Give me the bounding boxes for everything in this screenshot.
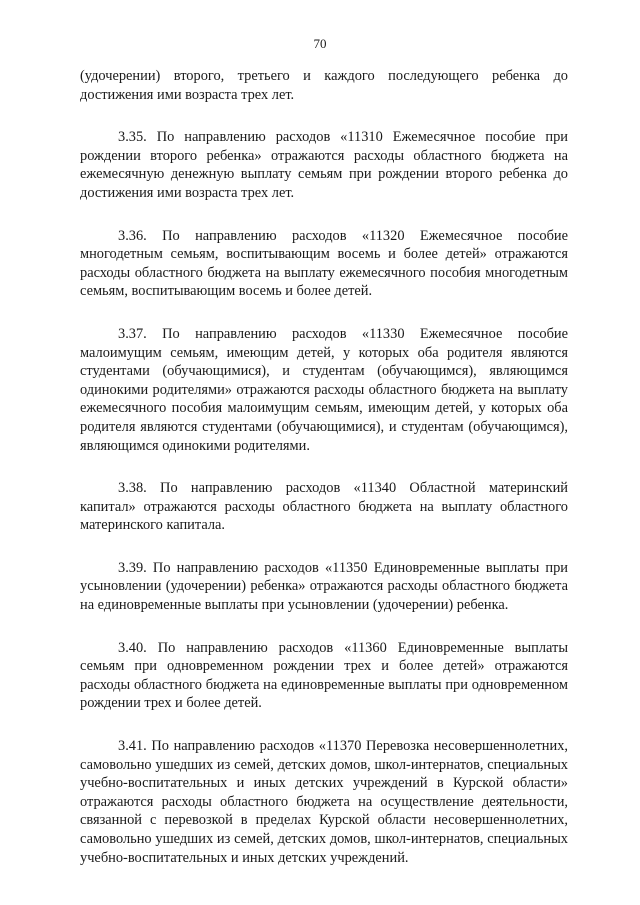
paragraph-3-41: 3.41. По направлению расходов «11370 Перевозка несовершеннолетних, самовольно ушедших из семей, детских домов, школ-интернатов, специальных учебно-воспитательных и иных детских учреждений в Курской области» отражаются расходы областного бюджета на осуществление деятельности, связанной с перевозкой в пределах Курской области несовершеннолетних, самовольно ушедших из семей, детских домов, школ-интернатов, специальных учебно-воспитательных и иных детских учреждений. [80,738,568,866]
page-number: 70 [313,36,327,51]
paragraph-3-38: 3.38. По направлению расходов «11340 Областной материнский капитал» отражаются расходы областного бюджета на выплату областного материнского капитала. [80,480,568,534]
paragraph-3-35: 3.35. По направлению расходов «11310 Ежемесячное пособие при рождении второго ребенка» отражаются расходы областного бюджета на ежемесячную денежную выплату семьям при рождении второго ребенка до достижения ими возраста трех лет. [80,129,568,201]
paragraph-3-37: 3.37. По направлению расходов «11330 Ежемесячное пособие малоимущим семьям, имеющим детей, у которых оба родителя являются студентами (обучающимися), и студентам (обучающимся), являющимся одинокими родителями» отражаются расходы областного бюджета на выплату ежемесячного пособия малоимущим семьям, имеющим детей, у которых оба родителя являются студентами (обучающимися), и студентам (обучающимся), являющимся одинокими родителями. [80,325,568,454]
paragraph-3-36: 3.36. По направлению расходов «11320 Ежемесячное пособие многодетным семьям, воспитывающим восемь и более детей» отражаются расходы областного бюджета на выплату ежемесячного пособия многодетным семьям, воспитывающим восемь и более детей. [80,227,568,300]
document-body [80,67,568,891]
paragraph-3-39: 3.39. По направлению расходов «11350 Единовременные выплаты при усыновлении (удочерении) ребенка» отражаются расходы областного бюджета на единовременные выплаты при усыновлении (удочерении) ребенка. [80,559,568,614]
paragraph-3-40: 3.40. По направлению расходов «11360 Единовременные выплаты семьям при одновременном рождении трех и более детей» отражаются расходы областного бюджета на единовременные выплаты при одновременном рождении трех и более детей. [80,639,568,712]
paragraph-continuation: (удочерении) второго, третьего и каждого последующего ребенка до достижения ими возраста трех лет. [80,68,568,103]
